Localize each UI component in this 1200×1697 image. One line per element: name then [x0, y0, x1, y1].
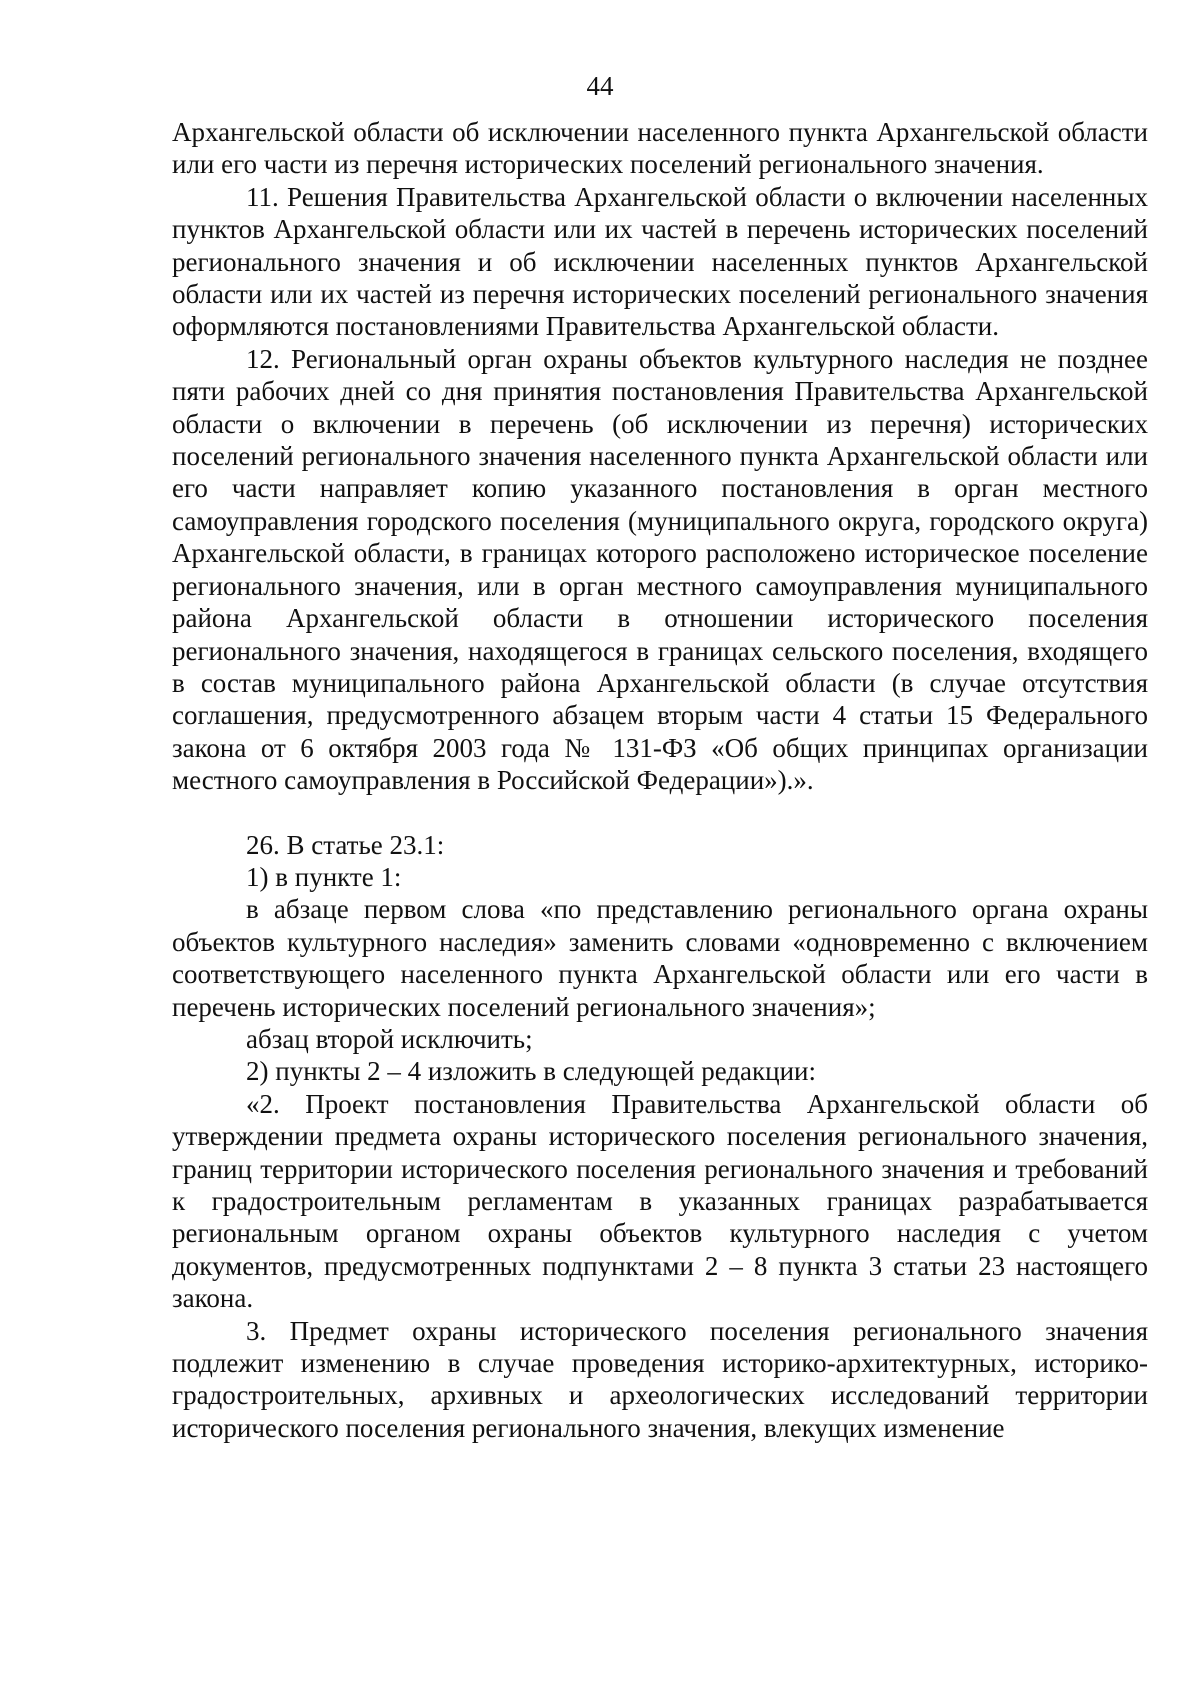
document-text — [172, 116, 1148, 1444]
paragraph-item-12: 12. Региональный орган охраны объектов культурного наследия не позднее пяти рабочих дней со дня принятия постановления Правительства Архангельской области о включении в перечень (об исключении из перечня) исторических поселений регионального значения населенного пункта Архангельской области или его части направляет копию указанного постановления в орган местного самоуправления городского поселения (муниципального округа, городского округа) Архангельской области, в границах которого расположено историческое поселение регионального значения, или в орган местного самоуправления муниципального района Архангельской области в отношении исторического поселения регионального значения, находящегося в границах сельского поселения, входящего в состав муниципального района Архангельской области (в случае отсутствия соглашения, предусмотренного абзацем вторым части 4 статьи 15 Федерального закона от 6 октября 2003 года № 131-ФЗ «Об общих принципах организации местного самоуправления в Российской Федерации»).». — [172, 343, 1148, 796]
paragraph-new-point-3: 3. Предмет охраны исторического поселения регионального значения подлежит изменению в случае проведения историко-архитектурных, историко-градостроительных, архивных и археологических исследований территории исторического поселения регионального значения, влекущих изменение — [172, 1315, 1148, 1443]
paragraph-item-11: 11. Решения Правительства Архангельской области о включении населенных пунктов Архангельской области или их частей в перечень исторических поселений регионального значения и об исключении населенных пунктов Архангельской области или их частей из перечня исторических поселений регионального значения оформляются постановлениями Правительства Архангельской области. — [172, 181, 1148, 342]
paragraph-abzac-second: абзац второй исключить; — [246, 1023, 533, 1054]
paragraph-new-point-2: «2. Проект постановления Правительства Архангельской области об утверждении предмета охраны исторического поселения регионального значения, границ территории исторического поселения регионального значения и требований к градостроительным регламентам в указанных границах разрабатывается региональным органом охраны объектов культурного наследия с учетом документов, предусмотренных подпунктами 2 – 8 пункта 3 статьи 23 настоящего закона. — [172, 1088, 1148, 1314]
paragraph-item-26: 26. В статье 23.1: — [246, 829, 445, 860]
paragraph-continuation: Архангельской области об исключении населенного пункта Архангельской области или его части из перечня исторических поселений регионального значения. — [172, 117, 1148, 180]
paragraph-subitem-1: 1) в пункте 1: — [246, 861, 402, 892]
page-number: 44 — [586, 71, 614, 101]
paragraph-subitem-2: 2) пункты 2 – 4 изложить в следующей редакции: — [246, 1056, 817, 1087]
paragraph-abzac-first: в абзаце первом слова «по представлению регионального органа охраны объектов культурного наследия» заменить словами «одновременно с включением соответствующего населенного пункта Архангельской области или его части в перечень исторических поселений регионального значения»; — [172, 894, 1148, 1022]
